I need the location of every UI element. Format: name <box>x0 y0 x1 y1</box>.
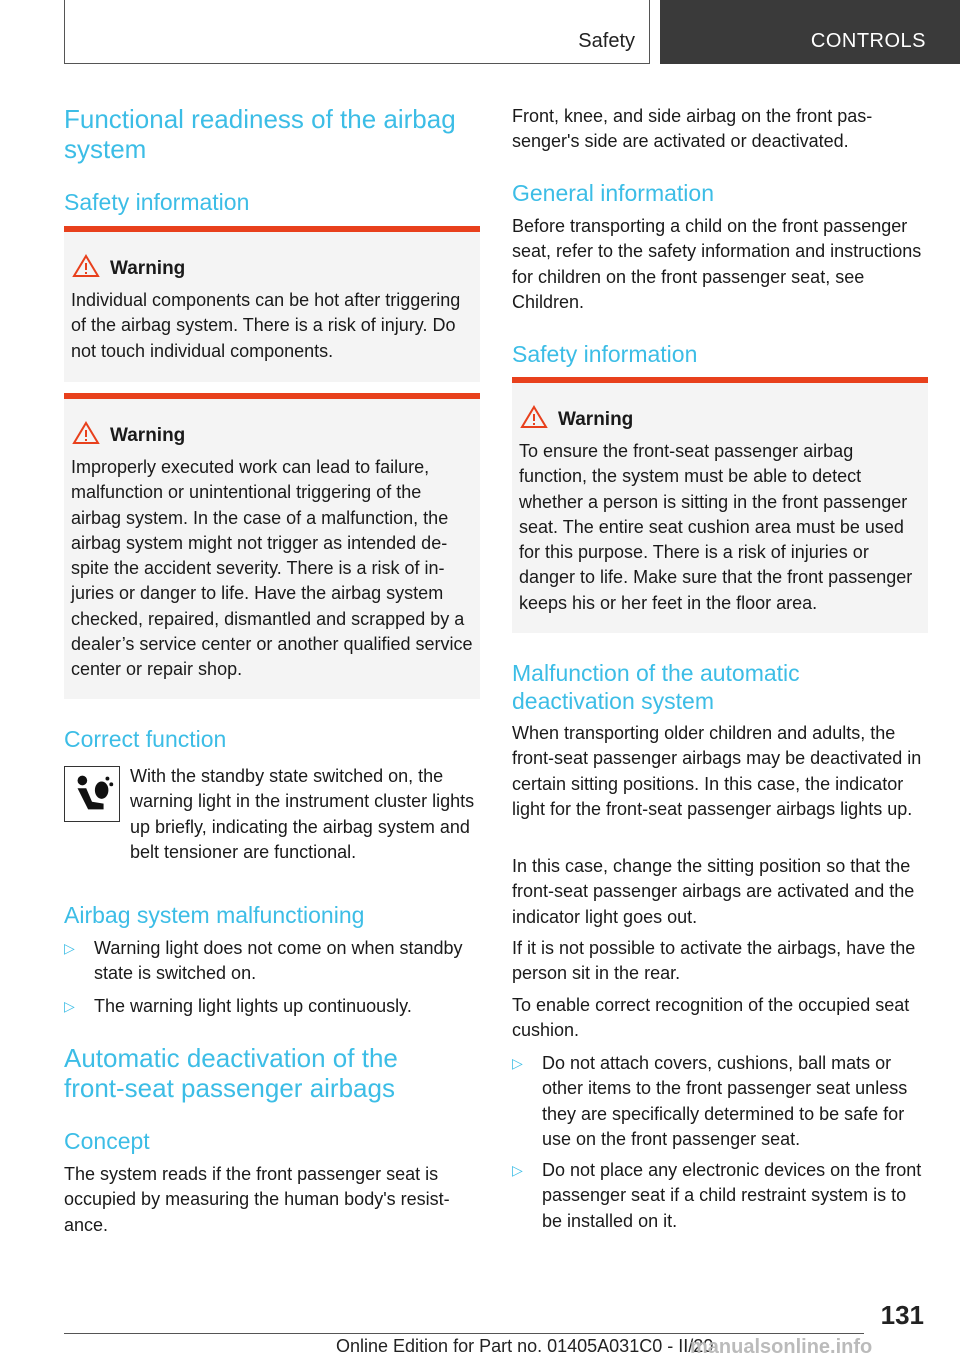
correct-function-text: With the standby state switched on, the warning light in the instrument cluster lights up briefly, indicating the airbag system and belt tensioner are functional. <box>130 766 475 862</box>
heading-safety-information: Safety information <box>512 341 698 367</box>
paragraph-sit-rear: If it is not possible to activate the airbags, have the person sit in the rear. <box>512 938 916 984</box>
edition-text: Online Edition for Part no. 01405A031C0 - II/20 <box>336 1336 714 1356</box>
bullet-triangle-icon: ▷ <box>512 1162 523 1178</box>
heading-functional-readiness: Functional readiness of the airbag system <box>64 104 456 164</box>
section-title: Safety <box>578 30 635 52</box>
bullet-triangle-icon: ▷ <box>64 998 75 1014</box>
header-section-box <box>64 0 650 64</box>
warning-title: Warning <box>110 258 186 279</box>
heading-general-information: General information <box>512 180 714 206</box>
warning-title: Warning <box>110 425 186 446</box>
watermark-site: manualsonline.info <box>690 1336 873 1358</box>
heading-malfunction-deactivation: Malfunction of the automatic deactivation system <box>512 660 800 714</box>
warning-triangle-icon <box>72 254 100 278</box>
heading-airbag-malfunctioning: Airbag system malfunctioning <box>64 902 365 928</box>
warning-triangle-icon <box>520 405 548 429</box>
chapter-title: CONTROLS <box>810 30 926 52</box>
warning-box-seat-detection <box>512 377 928 633</box>
header-chapter-box <box>660 0 960 64</box>
concept-text: The system reads if the front passenger seat is occupied by measuring the human body's resistance. <box>64 1164 450 1235</box>
general-information-text: Before transporting a child on the front passenger seat, refer to the safety information and instructions for children on the front passenger seat, see Children. <box>512 216 922 312</box>
warning-box-hot-components <box>64 226 480 382</box>
footer-divider <box>64 1333 864 1334</box>
heading-automatic-deactivation: Automatic deactivation of the front-seat passenger airbags <box>64 1043 398 1103</box>
bullet-triangle-icon: ▷ <box>64 940 75 956</box>
warning-triangle-icon <box>72 421 100 445</box>
warning-body: Individual components can be hot after triggering of the airbag system. There is a risk of injury. Do not touch individual components. <box>71 290 461 361</box>
paragraph-older-children: When transporting older children and adults, the front-seat passenger airbags may be deactivated in certain sitting positions. In this case, the indicator light for the front-seat passenger airbags lights up. <box>512 723 922 819</box>
warning-body: Improperly executed work can lead to failure, malfunction or unintentional triggering of the airbag system. In the case of a malfunction, the airbag system might not trigger as intended despite the accident severity. There is a risk of injuries or danger to life. Have the airbag system checked, repaired, dismantled and scrapped by a dealer’s service center or another qualified service center or repair shop. <box>71 457 473 680</box>
paragraph-recognition: To enable correct recognition of the occupied seat cushion. <box>512 995 910 1041</box>
heading-safety-information: Safety information <box>64 189 250 215</box>
warning-box-improper-work <box>64 393 480 699</box>
heading-concept: Concept <box>64 1128 150 1154</box>
heading-correct-function: Correct function <box>64 726 227 752</box>
warning-title: Warning <box>558 409 634 430</box>
warning-body: To ensure the front-seat passenger airbag function, the system must be able to detect whether a person is sitting in the front passenger seat. The entire seat cushion area must be used for this purpose. There is a risk of injuries or danger to life. Make sure that the front passenger keeps his or her feet in the floor area. <box>519 441 913 613</box>
bullet-triangle-icon: ▷ <box>512 1055 523 1071</box>
intro-text: Front, knee, and side airbag on the front passenger's side are activated or deactivated. <box>512 106 873 152</box>
page-number: 131 <box>880 1300 924 1330</box>
paragraph-change-position: In this case, change the sitting position so that the front-seat passenger airbags are activated and the indicator light goes out. <box>512 856 915 927</box>
